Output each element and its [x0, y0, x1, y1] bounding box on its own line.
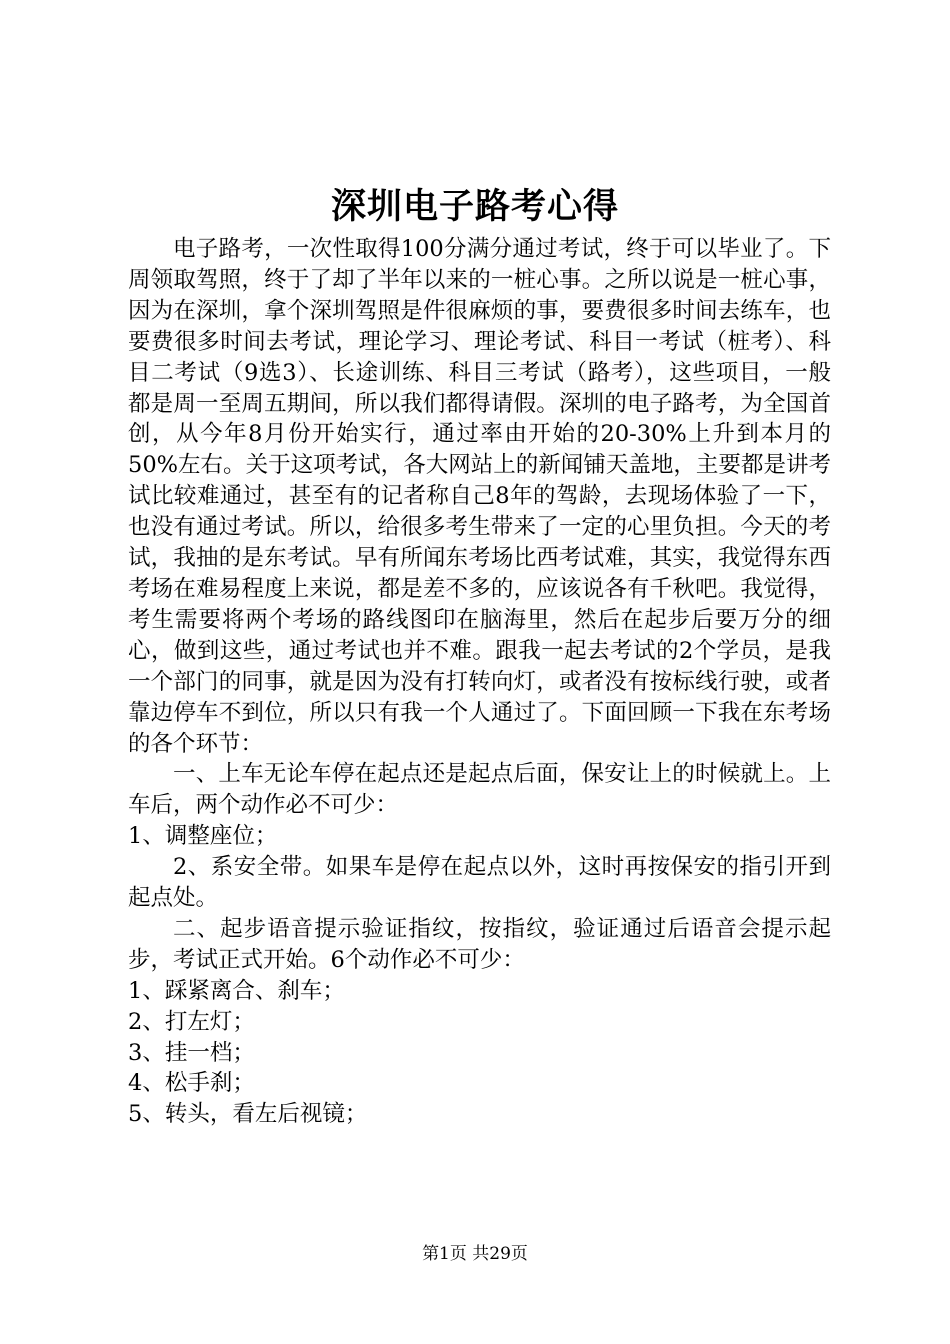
- list-item: 3、挂一档；: [128, 1039, 255, 1066]
- document-body: [128, 234, 831, 1130]
- paragraph-section-1: 一、上车无论车停在起点还是起点后面，保安让上的时候就上。上车后，两个动作必不可少：: [128, 761, 831, 819]
- list-item: 2、打左灯；: [128, 1008, 255, 1035]
- paragraph-seatbelt: 2、系安全带。如果车是停在起点以外，这时再按保安的指引开到起点处。: [128, 854, 831, 912]
- list-item: 1、踩紧离合、刹车；: [128, 977, 345, 1004]
- list-item: 4、松手刹；: [128, 1070, 255, 1097]
- list-item: 5、转头，看左后视镜；: [128, 1101, 368, 1128]
- paragraph-section-2: 二、起步语音提示验证指纹，按指纹，验证通过后语音会提示起步，考试正式开始。6个动作必不可少：: [128, 915, 831, 973]
- document-title: 深圳电子路考心得: [330, 186, 619, 227]
- page-footer: 第1页 共29页: [422, 1244, 528, 1264]
- list-item: 1、调整座位；: [128, 823, 278, 850]
- paragraph-intro: 电子路考，一次性取得100分满分通过考试，终于可以毕业了。下周领取驾照，终于了却了半年以来的一桩心事。之所以说是一桩心事，因为在深圳，拿个深圳驾照是件很麻烦的事，要费很多时间去练车，也要费很多时间去考试，理论学习、理论考试、科目一考试（桩考）、科目二考试（9选3）、长途训练、科目三考试（路考），这些项目，一般都是周一至周五期间，所以我们都得请假。深圳的电子路考，为全国首创，从今年8月份开始实行，通过率由开始的20-30%上升到本月的50%左右。关于这项考试，各大网站上的新闻铺天盖地，主要都是讲考试比较难通过，甚至有的记者称自己8年的驾龄，去现场体验了一下，也没有通过考试。所以，给很多考生带来了一定的心里负担。今天的考试，我抽的是东考试。早有所闻东考场比西考试难，其实，我觉得东西考场在难易程度上来说，都是差不多的，应该说各有千秋吧。我觉得，考生需要将两个考场的路线图印在脑海里，然后在起步后要万分的细心，做到这些，通过考试也并不难。跟我一起去考试的2个学员，是我一个部门的同事，就是因为没有打转向灯，或者没有按标线行驶，或者靠边停车不到位，所以只有我一个人通过了。下面回顾一下我在东考场的各个环节：: [128, 236, 831, 757]
